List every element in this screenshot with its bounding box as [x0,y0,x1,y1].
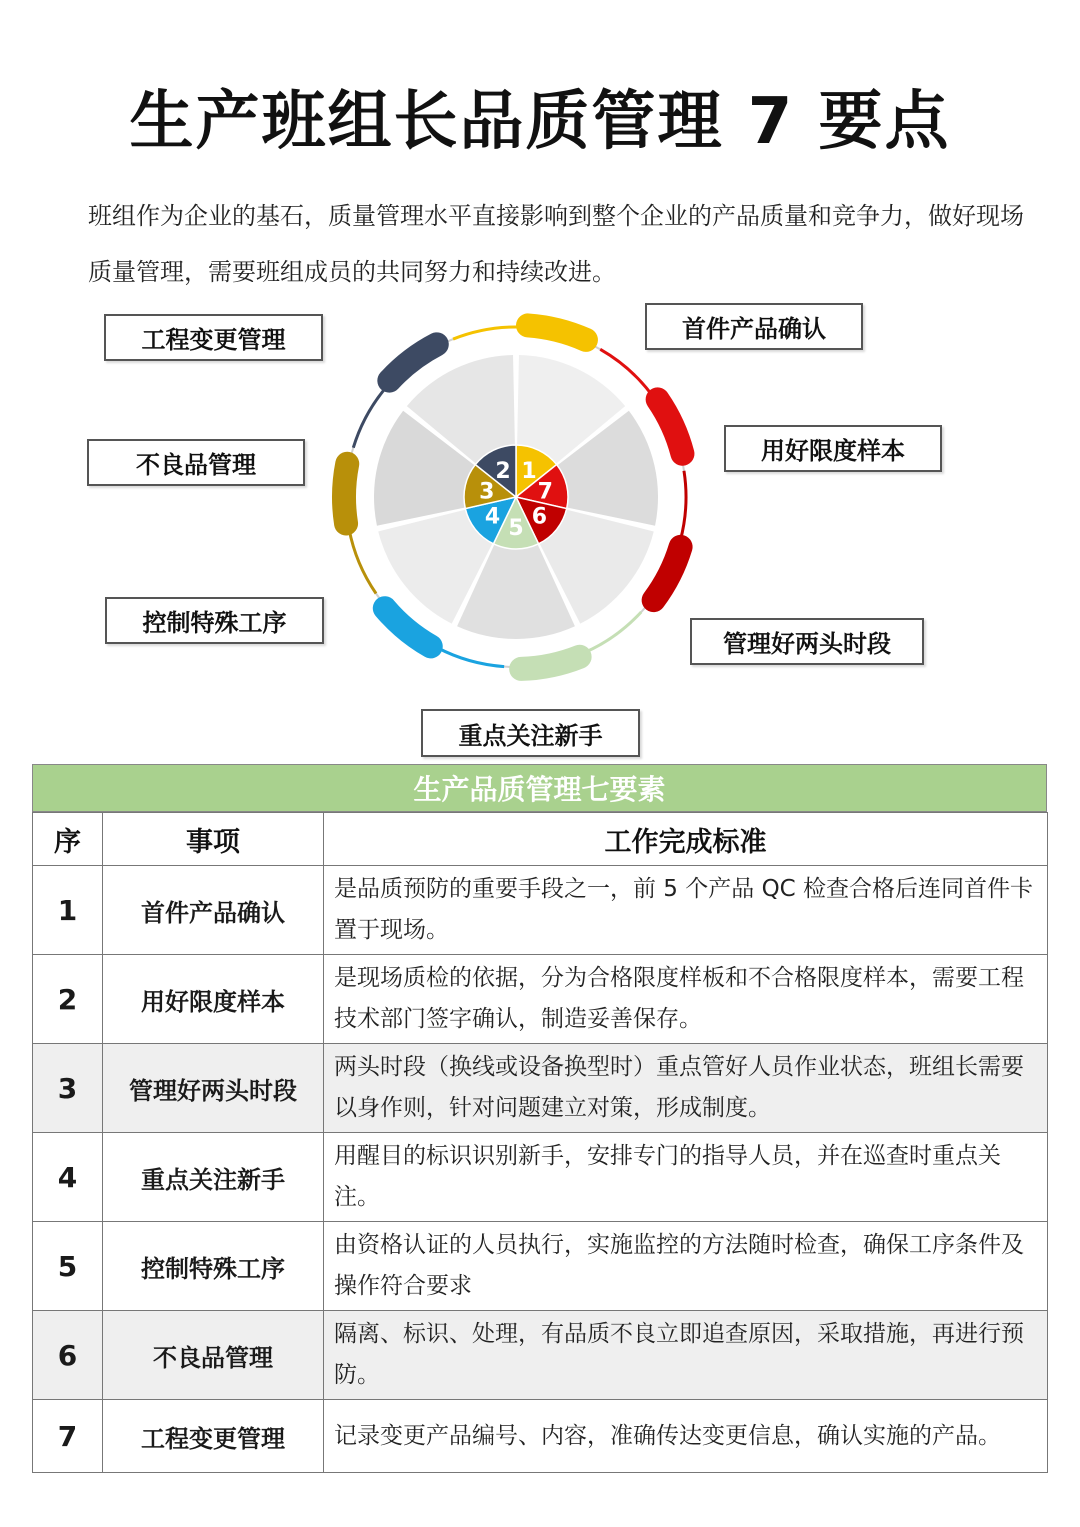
header-standard: 工作完成标准 [324,813,1048,866]
table-row [33,1044,1048,1133]
label-new-workers: 重点关注新手 [421,709,640,757]
row-item: 首件产品确认 [103,866,324,955]
page-title: 生产班组长品质管理 7 要点 [129,85,951,159]
table-body [32,812,1048,1473]
table-row [33,955,1048,1044]
row-standard: 用醒目的标识识别新手，安排专门的指导人员，并在巡查时重点关注。 [324,1133,1048,1222]
row-standard: 是品质预防的重要手段之一，前 5 个产品 QC 检查合格后连同首件卡置于现场。 [324,866,1048,955]
row-number: 3 [33,1044,103,1133]
ring-arc-6 [654,547,681,600]
row-item: 控制特殊工序 [103,1222,324,1311]
row-standard: 隔离、标识、处理，有品质不良立即追查原因，采取措施，再进行预防。 [324,1311,1048,1400]
row-item: 重点关注新手 [103,1133,324,1222]
inner-number-7: 7 [537,479,553,505]
row-item: 用好限度样本 [103,955,324,1044]
inner-number-5: 5 [508,516,524,541]
row-number: 6 [33,1311,103,1400]
label-shift-periods: 管理好两头时段 [690,618,924,665]
row-item: 工程变更管理 [103,1400,324,1473]
inner-number-4: 4 [484,504,501,530]
ring-arc-5 [521,657,579,669]
ring-arc-3 [344,464,347,524]
inner-number-1: 1 [521,458,537,484]
label-defective-goods: 不良品管理 [87,439,305,486]
ring-arc-4 [385,608,431,646]
row-standard: 是现场质检的依据，分为合格限度样板和不合格限度样本，需要工程技术部门签字确认，制造妥善保存。 [324,955,1048,1044]
header-index: 序 [33,813,103,866]
ring-arc-7 [658,399,683,453]
elements-table [32,764,1047,1473]
row-number: 1 [33,866,103,955]
row-number: 7 [33,1400,103,1473]
header-item: 事项 [103,813,324,866]
row-item: 不良品管理 [103,1311,324,1400]
table-row [33,1311,1048,1400]
label-limit-sample: 用好限度样本 [724,425,942,472]
row-standard: 记录变更产品编号、内容，准确传达变更信息，确认实施的产品。 [324,1400,1048,1473]
ring-arc-2 [389,344,436,380]
ring-arc-1 [528,325,586,339]
label-special-process: 控制特殊工序 [105,597,324,644]
inner-number-2: 2 [495,458,511,484]
inner-number-3: 3 [479,479,495,505]
row-number: 4 [33,1133,103,1222]
inner-number-6: 6 [531,504,548,530]
table-row [33,1222,1048,1311]
row-item: 管理好两头时段 [103,1044,324,1133]
label-first-article: 首件产品确认 [645,303,863,350]
row-number: 5 [33,1222,103,1311]
intro-paragraph: 班组作为企业的基石，质量管理水平直接影响到整个企业的产品质量和竞争力，做好现场质量管理，需要班组成员的共同努力和持续改进。 [88,202,1024,286]
table-title: 生产品质管理七要素 [32,764,1047,812]
row-standard: 两头时段（换线或设备换型时）重点管好人员作业状态，班组长需要以身作则，针对问题建立对策，形成制度。 [324,1044,1048,1133]
label-engineering-change: 工程变更管理 [104,314,323,361]
table-row [33,1400,1048,1473]
table-row [33,866,1048,955]
row-number: 2 [33,955,103,1044]
row-standard: 由资格认证的人员执行，实施监控的方法随时检查，确保工序条件及操作符合要求 [324,1222,1048,1311]
table-row [33,1133,1048,1222]
